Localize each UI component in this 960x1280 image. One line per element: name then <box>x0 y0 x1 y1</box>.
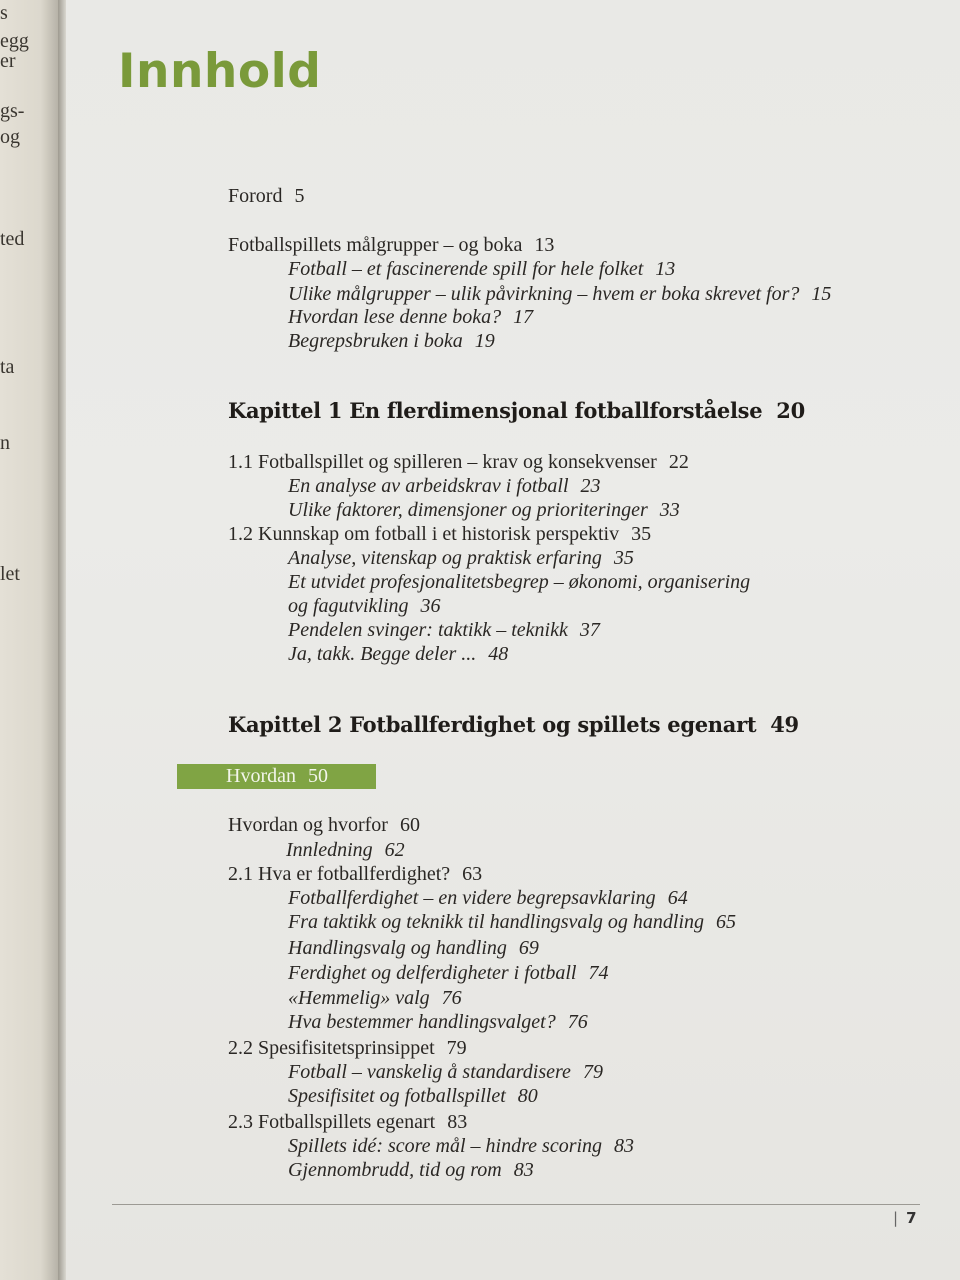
toc-subentry: Begrepsbruken i boka 19 <box>288 330 495 352</box>
toc-chapter-heading: Kapittel 1 En flerdimensjonal fotballforståelse 20 <box>228 398 805 423</box>
toc-subentry: Innledning 62 <box>286 839 405 861</box>
toc-entry: Hvordan og hvorfor 60 <box>228 814 420 836</box>
toc-subentry: Ferdighet og delferdigheter i fotball 74 <box>288 962 609 984</box>
prev-page-fragment: gs- <box>0 100 25 122</box>
toc-chapter-heading: Kapittel 2 Fotballferdighet og spillets egenart 49 <box>228 712 799 737</box>
prev-page-fragment: og <box>0 126 20 148</box>
toc-subentry: Et utvidet profesjonalitetsbegrep – økonomi, organisering <box>288 571 751 593</box>
prev-page-fragment: ta <box>0 356 15 378</box>
toc-subentry: Spillets idé: score mål – hindre scoring 83 <box>288 1135 635 1157</box>
prev-page-fragment: n <box>0 432 10 454</box>
toc-subentry: Gjennombrudd, tid og rom 83 <box>288 1159 534 1181</box>
section-highlight-label: Hvordan 50 <box>226 765 328 787</box>
toc-subentry: Ja, takk. Begge deler ... 48 <box>288 643 509 665</box>
toc-entry: Fotballspillets målgrupper – og boka 13 <box>228 234 555 256</box>
toc-subentry: og fagutvikling 36 <box>288 595 441 617</box>
toc-subentry: Hvordan lese denne boka? 17 <box>288 306 534 328</box>
page-number: | 7 <box>893 1209 917 1227</box>
toc-entry: 2.2 Spesifisitetsprinsippet 79 <box>228 1037 467 1059</box>
toc-subentry: Handlingsvalg og handling 69 <box>288 937 539 959</box>
toc-entry: 1.1 Fotballspillet og spilleren – krav og konsekvenser 22 <box>228 451 689 473</box>
toc-entry: Forord 5 <box>228 185 305 207</box>
section-highlight-bar <box>177 764 376 789</box>
book-gutter <box>58 0 66 1280</box>
toc-subentry: Fotballferdighet – en videre begrepsavklaring 64 <box>288 887 688 909</box>
prev-page-fragment: let <box>0 563 20 585</box>
prev-page-fragment: egg <box>0 30 29 52</box>
toc-entry: 2.3 Fotballspillets egenart 83 <box>228 1111 468 1133</box>
toc-subentry: Analyse, vitenskap og praktisk erfaring 35 <box>288 547 634 569</box>
toc-subentry: Ulike målgrupper – ulik påvirkning – hvem er boka skrevet for? 15 <box>288 283 832 305</box>
page-title: Innhold <box>118 44 322 99</box>
prev-page-fragment: ted <box>0 228 25 250</box>
previous-page-edge <box>0 0 58 1280</box>
footer-rule <box>112 1204 920 1205</box>
toc-subentry: En analyse av arbeidskrav i fotball 23 <box>288 475 601 497</box>
toc-subentry: Fotball – et fascinerende spill for hele folket 13 <box>288 258 676 280</box>
toc-subentry: Spesifisitet og fotballspillet 80 <box>288 1085 538 1107</box>
prev-page-fragment: s <box>0 2 8 24</box>
toc-entry: 1.2 Kunnskap om fotball i et historisk perspektiv 35 <box>228 523 652 545</box>
toc-subentry: Pendelen svinger: taktikk – teknikk 37 <box>288 619 600 641</box>
toc-subentry: Hva bestemmer handlingsvalget? 76 <box>288 1011 588 1033</box>
toc-subentry: Fotball – vanskelig å standardisere 79 <box>288 1061 603 1083</box>
toc-subentry: Ulike faktorer, dimensjoner og prioriteringer 33 <box>288 499 680 521</box>
toc-subentry: Fra taktikk og teknikk til handlingsvalg og handling 65 <box>288 911 737 933</box>
prev-page-fragment: er <box>0 50 16 72</box>
toc-entry: 2.1 Hva er fotballferdighet? 63 <box>228 863 483 885</box>
toc-subentry: «Hemmelig» valg 76 <box>288 987 462 1009</box>
